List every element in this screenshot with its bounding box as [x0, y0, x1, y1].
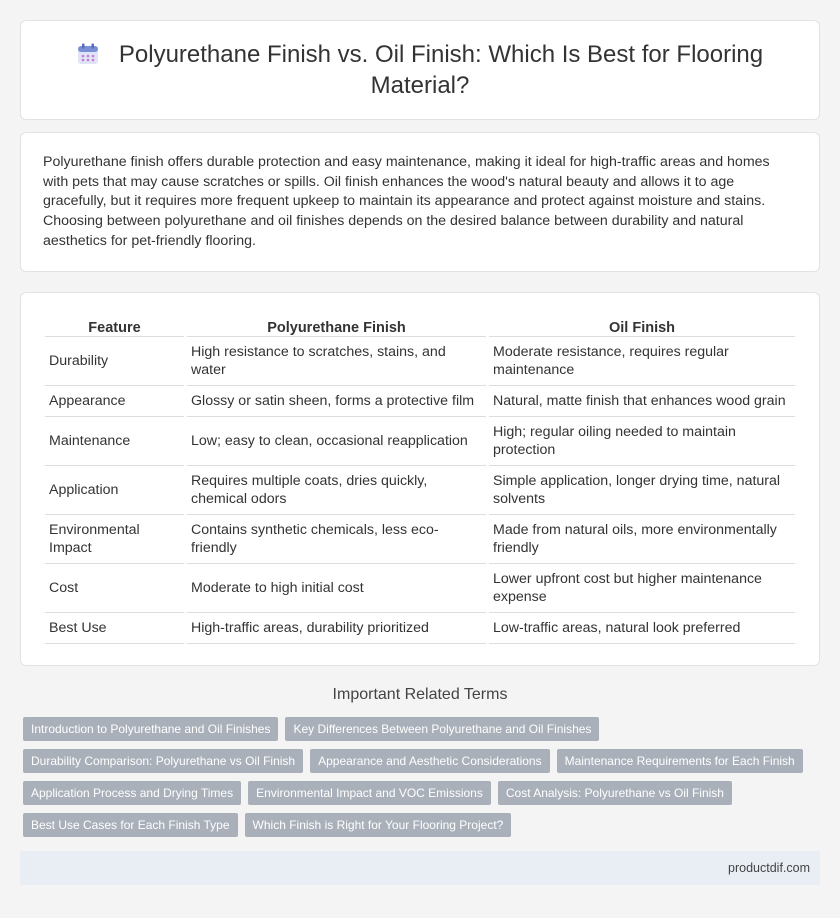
cell-polyurethane: Contains synthetic chemicals, less eco-friendly — [187, 515, 486, 564]
cell-polyurethane: High resistance to scratches, stains, and water — [187, 337, 486, 386]
cell-feature: Environmental Impact — [45, 515, 184, 564]
title-card — [20, 20, 820, 120]
table-header-row — [45, 315, 795, 337]
cell-polyurethane: Moderate to high initial cost — [187, 564, 486, 613]
header-feature: Feature — [45, 315, 184, 337]
related-terms-heading: Important Related Terms — [332, 686, 508, 703]
related-term-chip[interactable]: Cost Analysis: Polyurethane vs Oil Finish — [498, 781, 732, 805]
cell-feature: Cost — [45, 564, 184, 613]
cell-feature: Application — [45, 466, 184, 515]
related-term-chip[interactable]: Key Differences Between Polyurethane and Oil Finishes — [285, 717, 599, 741]
cell-oil: Low-traffic areas, natural look preferred — [489, 613, 795, 644]
cell-feature: Best Use — [45, 613, 184, 644]
table-row — [45, 613, 795, 644]
related-terms-list — [20, 717, 810, 837]
cell-oil: Simple application, longer drying time, natural solvents — [489, 466, 795, 515]
cell-oil: Made from natural oils, more environmentally friendly — [489, 515, 795, 564]
cell-feature: Appearance — [45, 386, 184, 417]
related-term-chip[interactable]: Introduction to Polyurethane and Oil Finishes — [23, 717, 278, 741]
table-row — [45, 417, 795, 466]
page-title — [61, 39, 779, 101]
header-polyurethane: Polyurethane Finish — [187, 315, 486, 337]
cell-feature: Durability — [45, 337, 184, 386]
table-row — [45, 564, 795, 613]
cell-polyurethane: Glossy or satin sheen, forms a protective film — [187, 386, 486, 417]
table-row — [45, 386, 795, 417]
table-row — [45, 337, 795, 386]
related-term-chip[interactable]: Appearance and Aesthetic Considerations — [310, 749, 549, 773]
cell-polyurethane: High-traffic areas, durability prioritized — [187, 613, 486, 644]
comparison-table — [42, 315, 798, 644]
page-title-text: Polyurethane Finish vs. Oil Finish: Which Is Best for Flooring Material? — [118, 41, 764, 99]
footer-site-link[interactable]: productdif.com — [728, 861, 810, 875]
cell-oil: Natural, matte finish that enhances wood grain — [489, 386, 795, 417]
related-term-chip[interactable]: Application Process and Drying Times — [23, 781, 241, 805]
cell-oil: High; regular oiling needed to maintain protection — [489, 417, 795, 466]
related-term-chip[interactable]: Maintenance Requirements for Each Finish — [557, 749, 803, 773]
related-term-chip[interactable]: Which Finish is Right for Your Flooring Project? — [245, 813, 512, 837]
cell-oil: Moderate resistance, requires regular maintenance — [489, 337, 795, 386]
cell-polyurethane: Low; easy to clean, occasional reapplication — [187, 417, 486, 466]
related-term-chip[interactable]: Best Use Cases for Each Finish Type — [23, 813, 238, 837]
header-oil: Oil Finish — [489, 315, 795, 337]
comparison-table-card — [20, 292, 820, 666]
table-row — [45, 515, 795, 564]
cell-feature: Maintenance — [45, 417, 184, 466]
calendar-icon — [77, 43, 99, 65]
cell-oil: Lower upfront cost but higher maintenance expense — [489, 564, 795, 613]
related-term-chip[interactable]: Durability Comparison: Polyurethane vs Oil Finish — [23, 749, 303, 773]
cell-polyurethane: Requires multiple coats, dries quickly, chemical odors — [187, 466, 486, 515]
related-term-chip[interactable]: Environmental Impact and VOC Emissions — [248, 781, 491, 805]
footer — [20, 851, 820, 885]
table-row — [45, 466, 795, 515]
summary-text: Polyurethane finish offers durable protection and easy maintenance, making it ideal for high-traffic areas and homes with pets that may cause scratches or spills. Oil finish enhances the wood's natural beauty and allows it to age gracefully, but it requires more frequent upkeep to maintain its appearance and protect against moisture and stains. Choosing between polyurethane and oil finishes depends on the desired balance between durability and natural aesthetics for pet-friendly flooring. — [43, 154, 770, 249]
summary-card — [20, 132, 820, 272]
